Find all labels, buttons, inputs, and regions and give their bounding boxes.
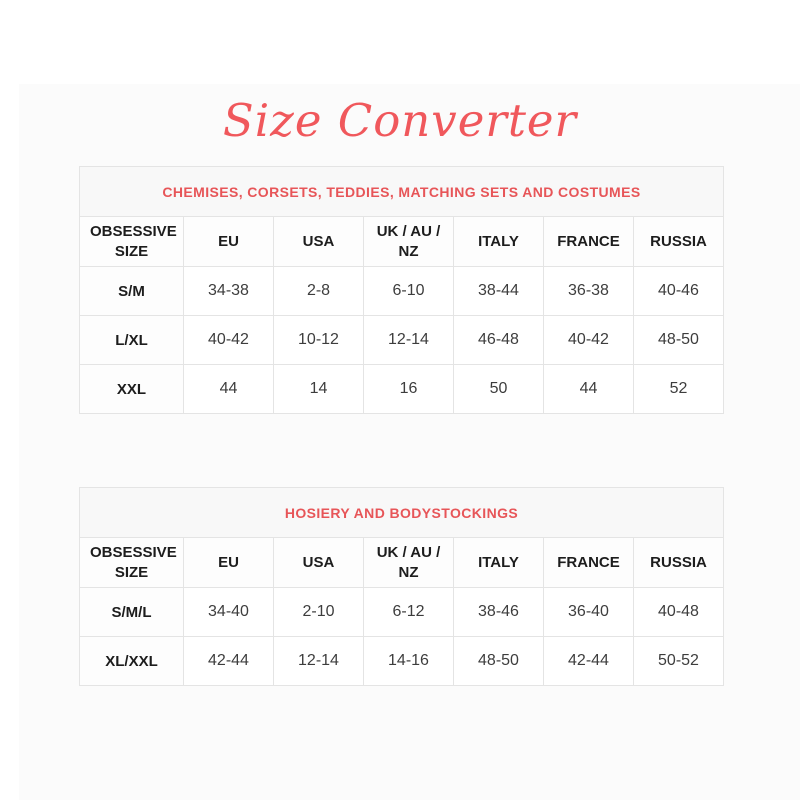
size-value-cell: 12-14 bbox=[364, 316, 454, 365]
size-value-cell: 40-42 bbox=[184, 316, 274, 365]
size-value-cell: 44 bbox=[544, 365, 634, 414]
size-value-cell: 6-10 bbox=[364, 267, 454, 316]
table-caption-row bbox=[80, 488, 724, 538]
column-header-usa: USA bbox=[274, 217, 364, 267]
table-row-xlxxl bbox=[80, 637, 724, 686]
size-value-cell: 36-38 bbox=[544, 267, 634, 316]
table-caption: HOSIERY AND BODYSTOCKINGS bbox=[80, 488, 724, 538]
size-value-cell: 50 bbox=[454, 365, 544, 414]
table-header-row bbox=[80, 217, 724, 267]
size-table-chemises bbox=[79, 166, 724, 414]
size-value-cell: 2-8 bbox=[274, 267, 364, 316]
size-table-hosiery bbox=[79, 487, 724, 686]
column-header-russia: RUSSIA bbox=[634, 217, 724, 267]
size-value-cell: 2-10 bbox=[274, 588, 364, 637]
column-header-obsessive-size: OBSESSIVE SIZE bbox=[80, 217, 184, 267]
size-value-cell: 40-42 bbox=[544, 316, 634, 365]
size-label-cell: XXL bbox=[80, 365, 184, 414]
size-value-cell: 36-40 bbox=[544, 588, 634, 637]
size-value-cell: 48-50 bbox=[634, 316, 724, 365]
column-header-france: FRANCE bbox=[544, 217, 634, 267]
size-value-cell: 48-50 bbox=[454, 637, 544, 686]
size-value-cell: 38-46 bbox=[454, 588, 544, 637]
column-header-uk-au-nz: UK / AU / NZ bbox=[364, 538, 454, 588]
size-value-cell: 38-44 bbox=[454, 267, 544, 316]
table-caption-row bbox=[80, 167, 724, 217]
size-value-cell: 52 bbox=[634, 365, 724, 414]
size-value-cell: 6-12 bbox=[364, 588, 454, 637]
column-header-france: FRANCE bbox=[544, 538, 634, 588]
column-header-usa: USA bbox=[274, 538, 364, 588]
size-value-cell: 12-14 bbox=[274, 637, 364, 686]
size-value-cell: 10-12 bbox=[274, 316, 364, 365]
table-row-xxl bbox=[80, 365, 724, 414]
size-value-cell: 14-16 bbox=[364, 637, 454, 686]
column-header-italy: ITALY bbox=[454, 538, 544, 588]
size-value-cell: 16 bbox=[364, 365, 454, 414]
size-value-cell: 40-48 bbox=[634, 588, 724, 637]
column-header-italy: ITALY bbox=[454, 217, 544, 267]
size-value-cell: 34-38 bbox=[184, 267, 274, 316]
column-header-eu: EU bbox=[184, 538, 274, 588]
column-header-eu: EU bbox=[184, 217, 274, 267]
size-value-cell: 34-40 bbox=[184, 588, 274, 637]
size-label-cell: XL/XXL bbox=[80, 637, 184, 686]
size-value-cell: 40-46 bbox=[634, 267, 724, 316]
size-value-cell: 42-44 bbox=[184, 637, 274, 686]
column-header-russia: RUSSIA bbox=[634, 538, 724, 588]
page-title: Size Converter bbox=[222, 94, 578, 147]
size-label-cell: S/M/L bbox=[80, 588, 184, 637]
table-caption: CHEMISES, CORSETS, TEDDIES, MATCHING SETS AND COSTUMES bbox=[80, 167, 724, 217]
table-row-sml bbox=[80, 588, 724, 637]
size-value-cell: 46-48 bbox=[454, 316, 544, 365]
column-header-uk-au-nz: UK / AU / NZ bbox=[364, 217, 454, 267]
table-header-row bbox=[80, 538, 724, 588]
column-header-obsessive-size: OBSESSIVE SIZE bbox=[80, 538, 184, 588]
size-label-cell: S/M bbox=[80, 267, 184, 316]
size-value-cell: 44 bbox=[184, 365, 274, 414]
size-value-cell: 14 bbox=[274, 365, 364, 414]
size-value-cell: 50-52 bbox=[634, 637, 724, 686]
table-row-lxl bbox=[80, 316, 724, 365]
size-label-cell: L/XL bbox=[80, 316, 184, 365]
table-row-sm bbox=[80, 267, 724, 316]
size-value-cell: 42-44 bbox=[544, 637, 634, 686]
